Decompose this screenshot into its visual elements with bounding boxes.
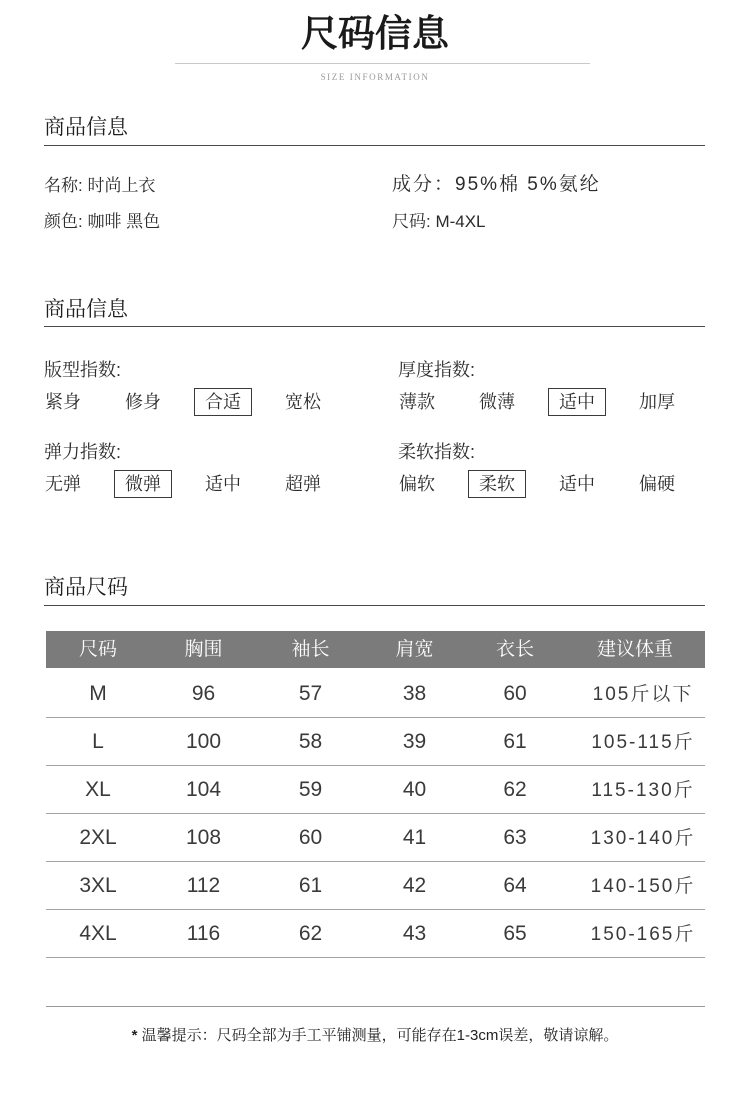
- index-label-softness: 柔软指数:: [398, 442, 476, 462]
- table-header-row: [46, 631, 705, 668]
- option-slot: [638, 388, 718, 416]
- index-option: 加厚: [639, 392, 675, 412]
- index-option: 柔软: [468, 470, 526, 498]
- option-slot: [398, 470, 478, 498]
- index-option: 适中: [559, 474, 595, 494]
- index-option: 修身: [125, 392, 161, 412]
- column-header-chest: 胸围: [184, 639, 223, 660]
- column-header-weight: 建议体重: [596, 639, 673, 660]
- option-slot: [124, 388, 204, 416]
- table-cell-sleeve: 57: [298, 682, 323, 705]
- table-cell-shoulder: 43: [402, 922, 427, 945]
- table-cell-weight: 150-165斤: [590, 924, 696, 945]
- table-cell-shoulder: 40: [402, 778, 427, 801]
- index-option: 适中: [548, 388, 606, 416]
- table-cell-size: M: [89, 682, 107, 705]
- index-option: 薄款: [399, 392, 435, 412]
- index-options-fit: [44, 388, 364, 416]
- column-header-size: 尺码: [78, 639, 117, 660]
- table-row: [46, 670, 705, 718]
- section-heading-basic-info: 商品信息: [44, 116, 128, 139]
- footer-divider: [46, 1006, 705, 1007]
- column-header-shoulder: 肩宽: [395, 639, 434, 660]
- column-header-length: 衣长: [495, 639, 534, 660]
- section-divider-basic-info: [44, 145, 705, 146]
- measurement-note: [0, 1025, 750, 1047]
- product-name: 名称: 时尚上衣: [44, 176, 156, 195]
- option-slot: [638, 470, 718, 498]
- section-heading-indices: 商品信息: [44, 298, 128, 321]
- table-cell-weight: 105斤以下: [592, 684, 694, 705]
- table-cell-shoulder: 39: [402, 730, 427, 753]
- note-text: 温馨提示：尺码全部为手工平铺测量，可能存在1-3cm误差，敬请谅解。: [141, 1027, 619, 1044]
- table-cell-sleeve: 61: [298, 874, 323, 897]
- option-slot: [124, 470, 204, 498]
- table-row: [46, 718, 705, 766]
- table-cell-chest: 96: [191, 682, 216, 705]
- page-subtitle: SIZE INFORMATION: [320, 72, 430, 82]
- table-cell-chest: 112: [186, 874, 221, 897]
- option-slot: [44, 388, 124, 416]
- index-label-fit: 版型指数:: [44, 360, 122, 380]
- index-label-thickness: 厚度指数:: [398, 360, 476, 380]
- table-cell-size: 3XL: [79, 874, 117, 897]
- option-slot: [398, 388, 478, 416]
- option-slot: [558, 388, 638, 416]
- option-slot: [44, 470, 124, 498]
- table-cell-shoulder: 42: [402, 874, 427, 897]
- table-row: [46, 862, 705, 910]
- table-cell-size: XL: [85, 778, 111, 801]
- table-cell-chest: 116: [186, 922, 221, 945]
- table-cell-shoulder: 38: [402, 682, 427, 705]
- table-cell-size: L: [92, 730, 104, 753]
- index-options-softness: [398, 470, 718, 498]
- section-divider-indices: [44, 326, 705, 327]
- table-cell-chest: 104: [185, 778, 222, 801]
- table-cell-chest: 100: [185, 730, 222, 753]
- section-heading-size-table: 商品尺码: [44, 576, 128, 599]
- index-group-fit: [44, 359, 364, 416]
- table-cell-length: 62: [503, 778, 527, 801]
- table-row: [46, 910, 705, 958]
- index-option: 无弹: [45, 474, 81, 494]
- option-slot: [558, 470, 638, 498]
- index-option: 偏硬: [639, 474, 675, 494]
- table-cell-sleeve: 59: [298, 778, 323, 801]
- table-cell-size: 4XL: [79, 922, 117, 945]
- option-slot: [478, 388, 558, 416]
- index-option: 紧身: [45, 392, 81, 412]
- option-slot: [204, 470, 284, 498]
- table-cell-length: 64: [503, 874, 527, 897]
- option-slot: [284, 388, 364, 416]
- index-group-elasticity: [44, 441, 364, 498]
- index-label-elasticity: 弹力指数:: [44, 442, 122, 462]
- index-option: 偏软: [399, 474, 435, 494]
- product-size-range: 尺码: M-4XL: [392, 212, 486, 231]
- table-cell-sleeve: 58: [298, 730, 323, 753]
- index-option: 宽松: [285, 392, 321, 412]
- page-title: 尺码信息: [301, 13, 449, 54]
- size-table: [46, 631, 705, 958]
- table-cell-size: 2XL: [79, 826, 117, 849]
- index-option: 微薄: [479, 392, 515, 412]
- option-slot: [204, 388, 284, 416]
- index-group-softness: [398, 441, 718, 498]
- product-color: 颜色: 咖啡 黑色: [44, 212, 161, 231]
- index-option: 微弹: [114, 470, 172, 498]
- table-cell-length: 63: [503, 826, 527, 849]
- table-row: [46, 814, 705, 862]
- column-header-sleeve: 袖长: [291, 639, 330, 660]
- index-options-elasticity: [44, 470, 364, 498]
- table-cell-length: 60: [503, 682, 527, 705]
- note-asterisk: *: [131, 1027, 138, 1044]
- index-option: 超弹: [285, 474, 321, 494]
- index-option: 合适: [194, 388, 252, 416]
- table-cell-weight: 130-140斤: [590, 828, 696, 849]
- index-option: 适中: [205, 474, 241, 494]
- option-slot: [478, 470, 558, 498]
- table-cell-weight: 140-150斤: [590, 876, 696, 897]
- table-cell-weight: 115-130斤: [591, 780, 695, 801]
- table-cell-length: 61: [503, 730, 527, 753]
- table-row: [46, 766, 705, 814]
- index-group-thickness: [398, 359, 718, 416]
- table-cell-length: 65: [503, 922, 527, 945]
- index-options-thickness: [398, 388, 718, 416]
- section-divider-size-table: [44, 605, 705, 606]
- table-cell-shoulder: 41: [402, 826, 427, 849]
- table-cell-chest: 108: [185, 826, 222, 849]
- title-divider: [175, 63, 590, 64]
- table-cell-weight: 105-115斤: [591, 732, 695, 753]
- product-composition: 成分：95%棉 5%氨纶: [392, 174, 601, 195]
- option-slot: [284, 470, 364, 498]
- table-cell-sleeve: 60: [298, 826, 323, 849]
- table-cell-sleeve: 62: [298, 922, 323, 945]
